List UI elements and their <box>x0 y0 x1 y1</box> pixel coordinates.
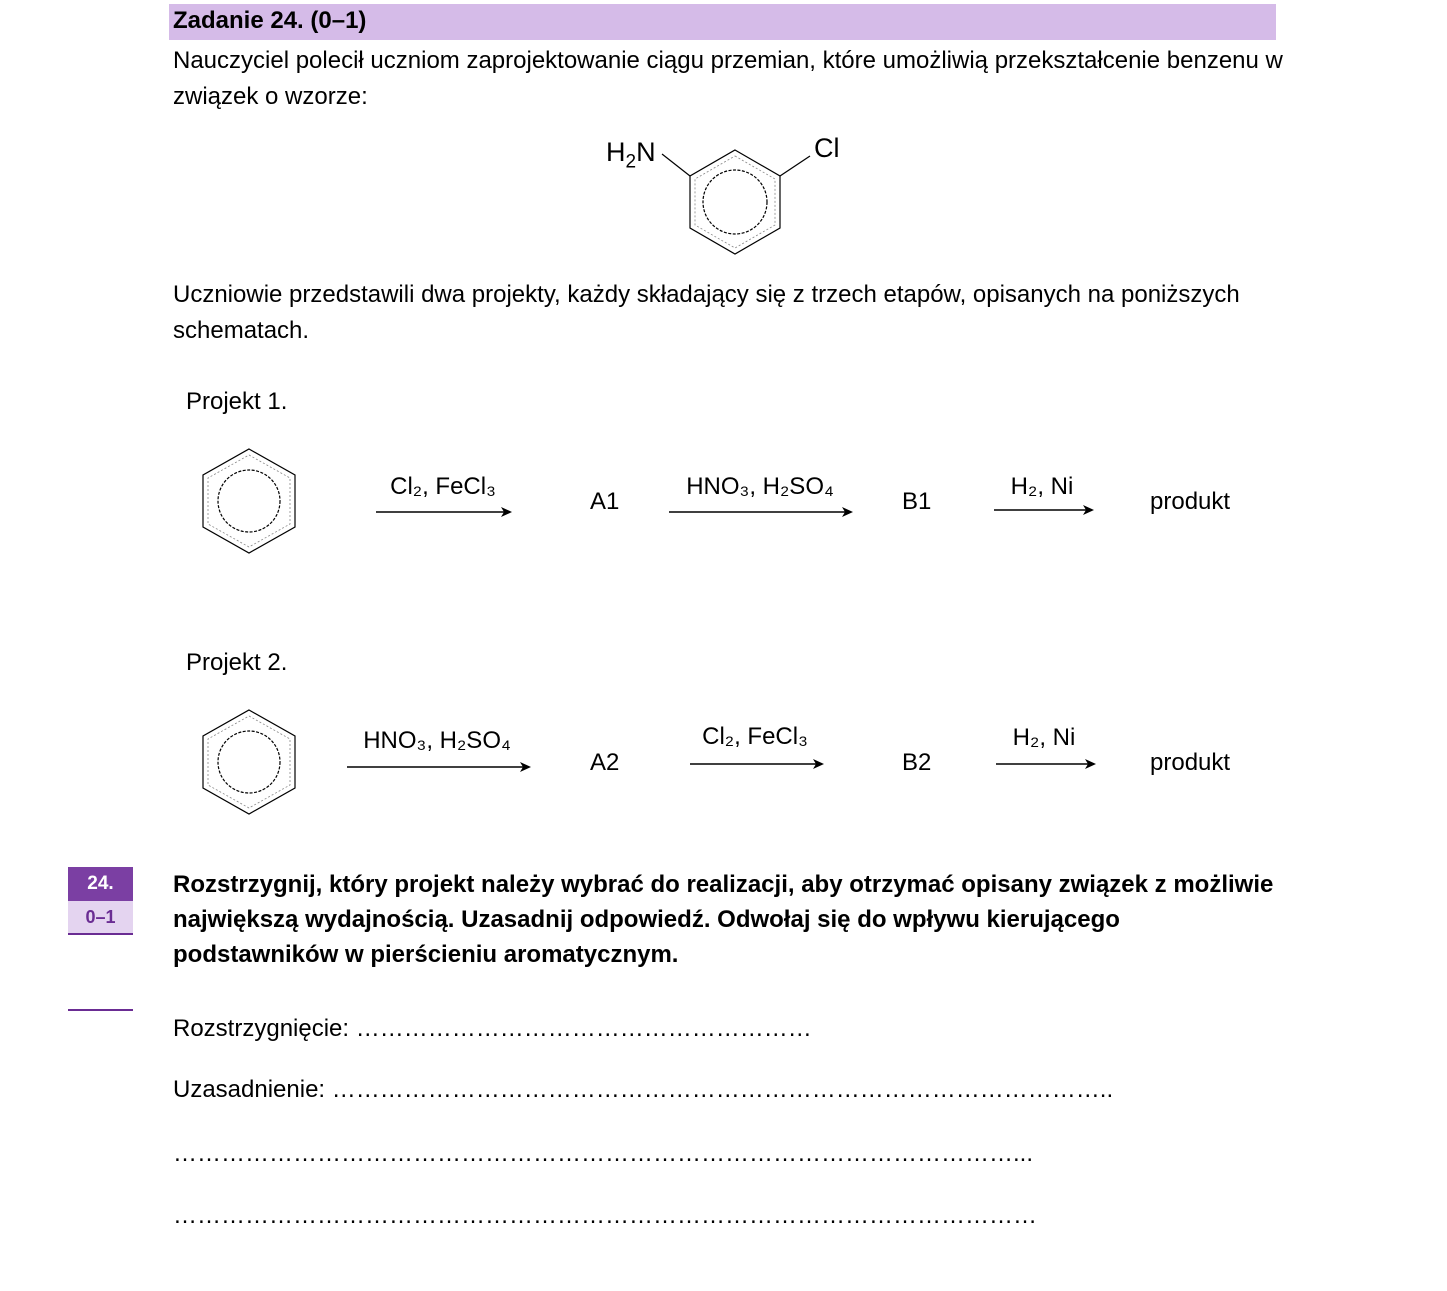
projects-intro: Uczniowie przedstawili dwa projekty, każdy składający się z trzech etapów, opisanych na poniższych schematach. <box>173 281 1240 344</box>
justification-answer-line-3[interactable]: ……………………………………………………………………………………………… <box>173 1202 1037 1229</box>
task-title: Zadanie 24. (0–1) <box>173 7 367 34</box>
project2-label: Projekt 2. <box>186 649 288 676</box>
project1-benzene-ring <box>200 446 300 556</box>
justification-label: Uzasadnienie: <box>173 1076 326 1103</box>
project1-arrow-3 <box>994 503 1098 517</box>
score-entry-line <box>68 1009 133 1011</box>
project1-intermediate-a1: A1 <box>590 488 620 515</box>
project2-step1-reagents: HNO₃, H₂SO₄ <box>363 727 511 754</box>
project2-product: produkt <box>1150 749 1231 776</box>
project1-arrow-1 <box>376 505 516 519</box>
decision-label: Rozstrzygnięcie: <box>173 1015 350 1042</box>
project2-arrow-1 <box>347 760 535 774</box>
project2-step3-reagents: H₂, Ni <box>1012 724 1076 751</box>
decision-line <box>173 1014 812 1044</box>
project1-step1-reagents: Cl₂, FeCl₃ <box>390 473 496 500</box>
project1-arrow-2 <box>669 505 857 519</box>
project1-intermediate-b1: B1 <box>902 488 932 515</box>
task-intro: Nauczyciel polecił uczniom zaprojektowanie ciągu przemian, które umożliwią przekształcenie benzenu w związek o wzorze: <box>173 47 1283 110</box>
project2-intermediate-b2: B2 <box>902 749 932 776</box>
project2-intermediate-a2: A2 <box>590 749 620 776</box>
score-task-number: 24. <box>68 867 133 901</box>
project1-step3-reagents: H₂, Ni <box>1010 473 1074 500</box>
project2-step2-reagents: Cl₂, FeCl₃ <box>702 723 808 750</box>
project2-benzene-ring <box>200 707 300 817</box>
project2-arrow-3 <box>996 757 1100 771</box>
justification-line <box>173 1075 1113 1105</box>
project1-product: produkt <box>1150 488 1231 515</box>
amine-group-label: $H_2N$ <box>606 137 656 173</box>
project1-label: Projekt 1. <box>186 388 288 415</box>
justification-answer-field[interactable]: …………………………………………………………………………………….. <box>331 1076 1114 1103</box>
task-question: Rozstrzygnij, który projekt należy wybrać do realizacji, aby otrzymać opisany związek z możliwie największą wydajnością. Uzasadnij odpowiedź. Odwołaj się do wpływu kierującego podstawników w pierścieniu aromatycznym. <box>173 871 1274 968</box>
chloro-group-label: Cl <box>814 133 840 163</box>
project1-step2-reagents: HNO₃, H₂SO₄ <box>686 473 834 500</box>
justification-answer-line-2[interactable]: ……………………………………………………………………………………………... <box>173 1140 1034 1167</box>
decision-answer-field[interactable]: ………………………………………………… <box>355 1015 812 1042</box>
score-points-range: 0–1 <box>68 901 133 935</box>
project2-arrow-2 <box>690 757 828 771</box>
